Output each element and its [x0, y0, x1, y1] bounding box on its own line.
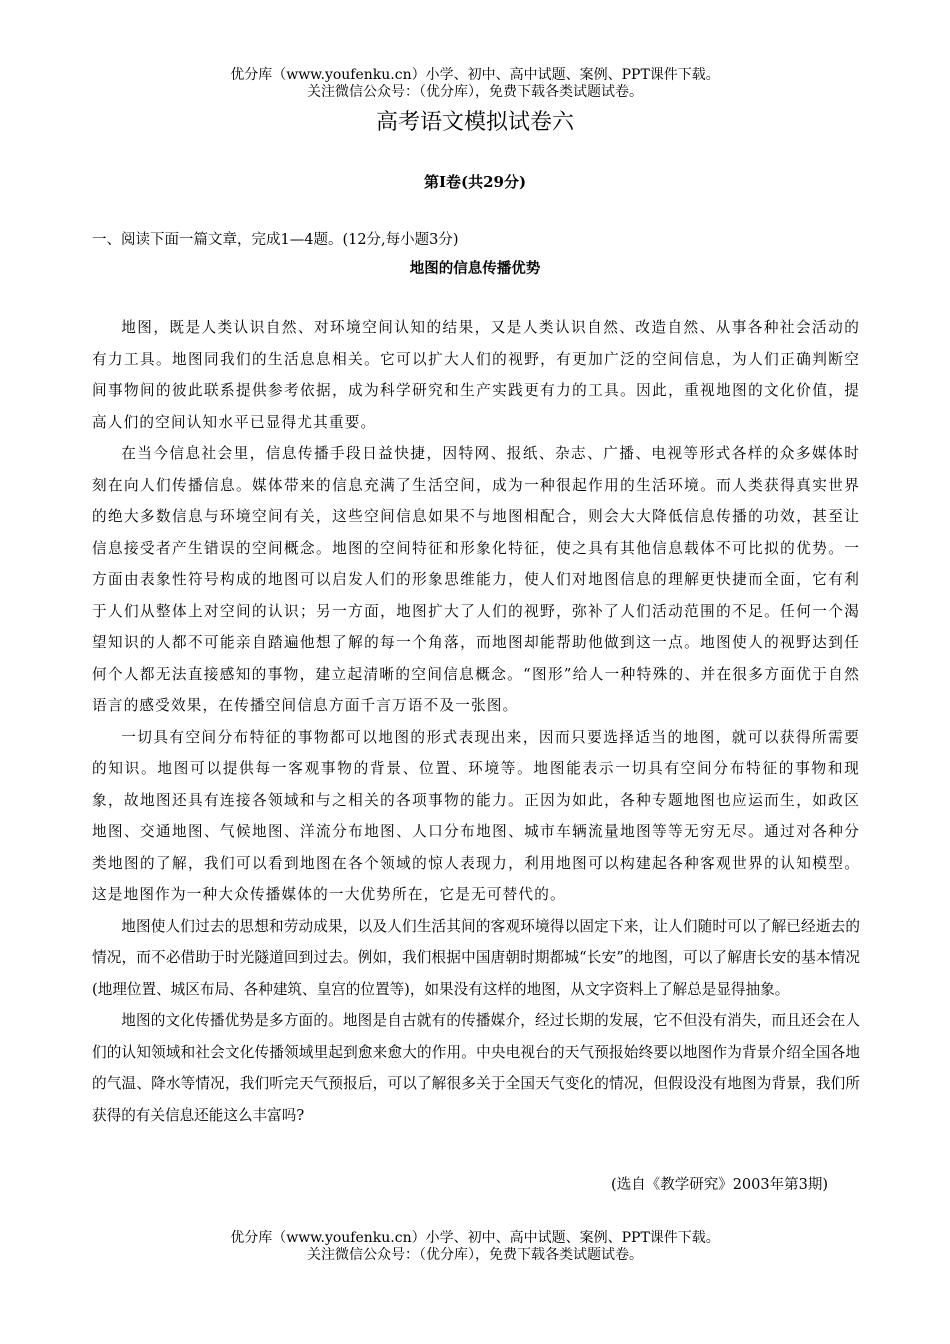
page-header [0, 67, 950, 101]
article-title: 地图的信息传播优势 [409, 260, 541, 277]
article-paragraph: 一切具有空间分布特征的事物都可以地图的形式表现出来，因而只要选择适当的地图，就可以获得所需要的知识。地图可以提供每一客观事物的背景、位置、环境等。地图能表示一切具有空间分布特征的事物和现象，故地图还具有连接各领域和与之相关的各项事物的能力。正因为如此，各种专题地图也应运而生，如政区地图、交通地图、气候地图、洋流分布地图、人口分布地图、城市车辆流量地图等等无穷无尽。通过对各种分类地图的了解，我们可以看到地图在各个领域的惊人表现力，利用地图可以构建起各种客观世界的认知模型。这是地图作为一种大众传播媒体的一大优势所在，它是无可替代的。 [92, 728, 860, 903]
article-paragraph: 地图使人们过去的思想和劳动成果，以及人们生活其间的客观环境得以固定下来，让人们随时可以了解已经逝去的情况，而不必借助于时光隧道回到过去。例如，我们根据中国唐朝时期都城“长安”的地图，可以了解唐长安的基本情况(地理位置、城区布局、各种建筑、皇宫的位置等)，如果没有这样的地图，从文字资料上了解总是显得抽象。 [92, 917, 860, 998]
footer-line-2: 关注微信公众号：（优分库），免费下载各类试题试卷。 [307, 1247, 643, 1263]
page-footer [0, 1230, 950, 1264]
section-title: 第Ⅰ卷(共29分) [423, 173, 527, 191]
article-paragraph: 地图，既是人类认识自然、对环境空间认知的结果，又是人类认识自然、改造自然、从事各种社会活动的有力工具。地图同我们的生活息息相关。它可以扩大人们的视野，有更加广泛的空间信息，为人们正确判断空间事物间的彼此联系提供参考依据，成为科学研究和生产实践更有力的工具。因此，重视地图的文化价值，提高人们的空间认知水平已显得尤其重要。 [92, 319, 860, 431]
header-line-1: 优分库（www.youfenku.cn）小学、初中、高中试题、案例、PPT课件下载。 [230, 67, 720, 83]
article-paragraph: 在当今信息社会里，信息传播手段日益快捷，因特网、报纸、杂志、广播、电视等形式各样的众多媒体时刻在向人们传播信息。媒体带来的信息充满了生活空间，成为一种很起作用的生活环境。而人类获得真实世界的绝大多数信息与环境空间有关，这些空间信息如果不与地图相配合，则会大大降低信息传播的功效，甚至让信息接受者产生错误的空间概念。地图的空间特征和形象化特征，使之具有其他信息载体不可比拟的优势。一方面由表象性符号构成的地图可以启发人们的形象思维能力，使人们对地图信息的理解更快捷而全面，它有利于人们从整体上对空间的认识；另一方面，地图扩大了人们的视野，弥补了人们活动范围的不足。任何一个渴望知识的人都不可能亲自踏遍他想了解的每一个角落，而地图却能帮助他做到这一点。地图使人的视野达到任何个人都无法直接感知的事物，建立起清晰的空间信息概念。“图形”给人一种特殊的、并在很多方面优于自然语言的感受效果，在传播空间信息方面千言万语不及一张图。 [92, 445, 860, 714]
article-source: (选自《教学研究》2003年第3期) [611, 1177, 828, 1193]
article-paragraph: 地图的文化传播优势是多方面的。地图是自古就有的传播媒介，经过长期的发展，它不但没有消失，而且还会在人们的认知领域和社会文化传播领域里起到愈来愈大的作用。中央电视台的天气预报始终要以地图作为背景介绍全国各地的气温、降水等情况，我们听完天气预报后，可以了解很多关于全国天气变化的情况，但假设没有地图为背景，我们所获得的有关信息还能这么丰富吗? [92, 1012, 860, 1124]
article-body [92, 312, 860, 1131]
footer-line-1: 优分库（www.youfenku.cn）小学、初中、高中试题、案例、PPT课件下载。 [230, 1230, 720, 1246]
question-intro: 一、阅读下面一篇文章，完成1—4题。(12分,每小题3分) [92, 232, 459, 248]
page-title: 高考语文模拟试卷六 [375, 110, 574, 135]
header-line-2: 关注微信公众号：（优分库），免费下载各类试题试卷。 [307, 84, 643, 100]
